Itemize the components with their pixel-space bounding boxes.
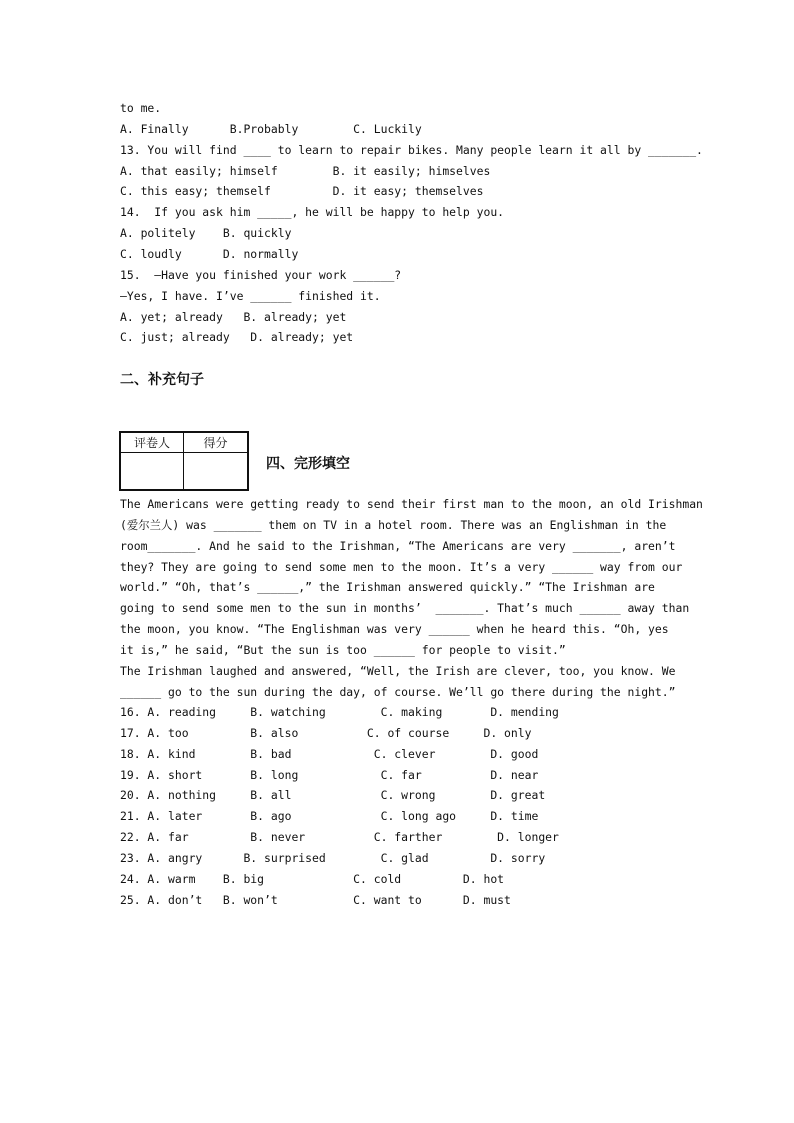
- passage-line: room_______. And he said to the Irishman, “The Americans are very _______, aren’t: [120, 538, 676, 553]
- question-line: C. just; already D. already; yet: [120, 330, 354, 345]
- option-line: 16. A. reading B. watching C. making D. mending: [120, 705, 559, 719]
- question-line: A. that easily; himself B. it easily; himselves: [120, 163, 491, 178]
- question-line: A. politely B. quickly: [120, 226, 292, 241]
- question-line: C. loudly D. normally: [120, 246, 299, 261]
- passage-line: they? They are going to send some men to the moon. It’s a very ______ way from our: [120, 559, 683, 574]
- option-line: 17. A. too B. also C. of course D. only: [120, 725, 532, 740]
- option-line: 23. A. angry B. surprised C. glad D. sorry: [120, 850, 546, 865]
- question-line: A. Finally B.Probably C. Luckily: [120, 121, 422, 136]
- question-line: C. this easy; themself D. it easy; themselves: [120, 184, 484, 199]
- passage-line: world.” “Oh, that’s ______,” the Irishman answered quickly.” “The Irishman are: [120, 580, 655, 595]
- score-table-header-grader: 评卷人: [121, 433, 184, 453]
- option-line: 21. A. later B. ago C. long ago D. time: [120, 809, 539, 824]
- question-line: A. yet; already B. already; yet: [120, 309, 347, 324]
- section-heading-supplement: 二、补充句子: [120, 372, 204, 388]
- question-line: to me.: [120, 101, 162, 115]
- score-table-score-cell: [184, 453, 247, 489]
- option-line: 20. A. nothing B. all C. wrong D. great: [120, 788, 546, 803]
- question-line: 14. If you ask him _____, he will be happy to help you.: [120, 205, 505, 220]
- passage-line: (爱尔兰人) was _______ them on TV in a hotel room. There was an Englishman in the: [120, 517, 667, 532]
- score-table-grader-cell: [121, 453, 184, 489]
- passage-line: The Americans were getting ready to send their first man to the moon, an old Irishman: [120, 497, 703, 511]
- option-line: 22. A. far B. never C. farther D. longer: [120, 830, 559, 845]
- section-heading-cloze: 四、完形填空: [266, 456, 350, 472]
- question-line: 15. —Have you finished your work ______?: [120, 267, 402, 282]
- question-line: 13. You will find ____ to learn to repair bikes. Many people learn it all by _______.: [120, 142, 703, 157]
- passage-line: it is,” he said, “But the sun is too ______ for people to visit.”: [120, 642, 566, 657]
- score-table: [119, 431, 249, 491]
- option-line: 24. A. warm B. big C. cold D. hot: [120, 871, 505, 886]
- passage-line: going to send some men to the sun in months’ _______. That’s much ______ away than: [120, 601, 690, 616]
- question-line: —Yes, I have. I’ve ______ finished it.: [120, 288, 381, 303]
- option-line: 25. A. don’t B. won’t C. want to D. must: [120, 892, 511, 907]
- score-table-header-score: 得分: [184, 433, 247, 453]
- passage-line: ______ go to the sun during the day, of course. We’ll go there during the night.”: [120, 684, 676, 699]
- option-line: 19. A. short B. long C. far D. near: [120, 767, 539, 782]
- passage-line: The Irishman laughed and answered, “Well, the Irish are clever, too, you know. We: [120, 663, 676, 678]
- passage-line: the moon, you know. “The Englishman was very ______ when he heard this. “Oh, yes: [120, 622, 669, 637]
- option-line: 18. A. kind B. bad C. clever D. good: [120, 746, 539, 761]
